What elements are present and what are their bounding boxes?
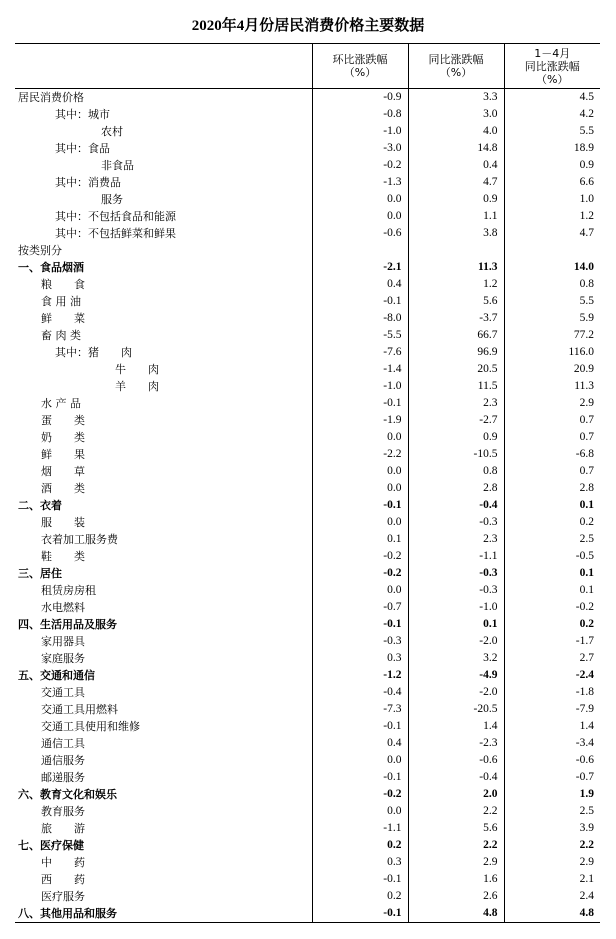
table-row: [15, 548, 600, 565]
ytd-value: 5.9: [504, 310, 600, 327]
ytd-value: 11.3: [504, 378, 600, 395]
yoy-value: 4.0: [408, 123, 504, 140]
header-ytd-line3: （%）: [536, 72, 569, 86]
table-header-row: [15, 44, 600, 89]
yoy-value: -0.4: [408, 497, 504, 514]
ytd-value: 2.9: [504, 395, 600, 412]
mom-value: -0.2: [312, 157, 408, 174]
mom-value: -2.2: [312, 446, 408, 463]
table-row: [15, 123, 600, 140]
yoy-value: 20.5: [408, 361, 504, 378]
row-label: 租赁房房租: [41, 584, 96, 597]
mom-value: 0.3: [312, 854, 408, 871]
row-label: 三、居住: [18, 567, 62, 580]
yoy-value: -0.3: [408, 565, 504, 582]
yoy-value: 2.8: [408, 480, 504, 497]
mom-value: 0.0: [312, 429, 408, 446]
row-label: 烟 草: [41, 465, 85, 478]
yoy-value: 5.6: [408, 293, 504, 310]
yoy-value: 1.2: [408, 276, 504, 293]
mom-value: 0.0: [312, 514, 408, 531]
yoy-value: 14.8: [408, 140, 504, 157]
row-label: 其中：城市: [55, 108, 110, 121]
ytd-value: 116.0: [504, 344, 600, 361]
table-row: [15, 650, 600, 667]
yoy-value: -1.0: [408, 599, 504, 616]
ytd-value: 0.2: [504, 514, 600, 531]
row-label: 羊 肉: [115, 380, 159, 393]
yoy-value: 1.4: [408, 718, 504, 735]
ytd-value: 4.8: [504, 905, 600, 922]
header-ytd-line2: 同比涨跌幅: [524, 59, 580, 73]
yoy-value: 2.0: [408, 786, 504, 803]
table-row: [15, 531, 600, 548]
table-row: [15, 582, 600, 599]
mom-value: 0.0: [312, 752, 408, 769]
header-mom-line2: （%）: [343, 66, 377, 79]
row-label: 二、衣着: [18, 499, 62, 512]
yoy-value: 0.4: [408, 157, 504, 174]
row-label: 食 用 油: [41, 295, 81, 308]
table-row: [15, 888, 600, 905]
table-row: [15, 276, 600, 293]
row-label: 衣着加工服务费: [41, 533, 118, 546]
table-row: [15, 905, 600, 922]
row-label: 其中：猪 肉: [55, 346, 132, 359]
ytd-value: 5.5: [504, 293, 600, 310]
yoy-value: 3.8: [408, 225, 504, 242]
yoy-value: -4.9: [408, 667, 504, 684]
mom-value: 0.0: [312, 208, 408, 225]
ytd-value: 0.7: [504, 412, 600, 429]
row-label: 非食品: [101, 159, 134, 172]
table-row: [15, 480, 600, 497]
yoy-value: 0.1: [408, 616, 504, 633]
row-label: 其中：不包括鲜菜和鲜果: [55, 227, 176, 240]
mom-value: -0.1: [312, 497, 408, 514]
mom-value: -1.1: [312, 820, 408, 837]
row-label: 中 药: [41, 856, 85, 869]
table-row: [15, 701, 600, 718]
row-label: 其中：食品: [55, 142, 110, 155]
ytd-value: 1.9: [504, 786, 600, 803]
row-label: 六、教育文化和娱乐: [18, 788, 117, 801]
mom-value: -2.1: [312, 259, 408, 276]
header-yoy-line1: 同比涨跌幅: [428, 53, 484, 66]
ytd-value: 2.1: [504, 871, 600, 888]
row-label: 交通工具使用和维修: [41, 720, 140, 733]
ytd-value: -7.9: [504, 701, 600, 718]
mom-value: -0.1: [312, 395, 408, 412]
mom-value: 0.4: [312, 735, 408, 752]
row-label: 农村: [101, 125, 123, 138]
table-row: [15, 310, 600, 327]
row-label: 教育服务: [41, 805, 85, 818]
header-mom: [312, 44, 408, 89]
mom-value: -8.0: [312, 310, 408, 327]
row-label: 酒 类: [41, 482, 85, 495]
table-body: [15, 89, 600, 923]
table-row: [15, 446, 600, 463]
data-table-wrapper: [15, 43, 600, 923]
yoy-value: 2.9: [408, 854, 504, 871]
ytd-value: 18.9: [504, 140, 600, 157]
yoy-value: 3.0: [408, 106, 504, 123]
mom-value: -0.1: [312, 293, 408, 310]
mom-value: 0.1: [312, 531, 408, 548]
mom-value: -0.1: [312, 871, 408, 888]
table-row: [15, 599, 600, 616]
table-row: [15, 769, 600, 786]
ytd-value: -1.7: [504, 633, 600, 650]
ytd-value: 0.1: [504, 565, 600, 582]
mom-value: -0.2: [312, 786, 408, 803]
mom-value: -7.3: [312, 701, 408, 718]
row-label: 医疗服务: [41, 890, 85, 903]
table-row: [15, 361, 600, 378]
yoy-value: 11.3: [408, 259, 504, 276]
ytd-value: 0.1: [504, 582, 600, 599]
mom-value: 0.0: [312, 480, 408, 497]
page-title: 2020年4月份居民消费价格主要数据: [191, 18, 425, 34]
table-row: [15, 735, 600, 752]
table-row: [15, 786, 600, 803]
yoy-value: 0.9: [408, 191, 504, 208]
row-label: 交通工具用燃料: [41, 703, 118, 716]
row-label: 通信工具: [41, 737, 85, 750]
row-label: 按类别分: [18, 244, 62, 257]
table-row: [15, 242, 600, 259]
ytd-value: 14.0: [504, 259, 600, 276]
yoy-value: 4.7: [408, 174, 504, 191]
row-label: 服 装: [41, 516, 85, 529]
ytd-value: -0.6: [504, 752, 600, 769]
row-label: 鲜 菜: [41, 312, 85, 325]
ytd-value: 1.2: [504, 208, 600, 225]
mom-value: 0.2: [312, 837, 408, 854]
mom-value: -0.4: [312, 684, 408, 701]
table-row: [15, 412, 600, 429]
row-label: 蛋 类: [41, 414, 85, 427]
mom-value: 0.0: [312, 191, 408, 208]
yoy-value: -2.3: [408, 735, 504, 752]
ytd-value: 77.2: [504, 327, 600, 344]
yoy-value: 2.3: [408, 395, 504, 412]
yoy-value: 2.3: [408, 531, 504, 548]
table-row: [15, 718, 600, 735]
ytd-value: 0.1: [504, 497, 600, 514]
ytd-value: 2.7: [504, 650, 600, 667]
row-label: 粮 食: [41, 278, 85, 291]
table-row: [15, 429, 600, 446]
yoy-value: 0.9: [408, 429, 504, 446]
mom-value: -7.6: [312, 344, 408, 361]
ytd-value: 1.0: [504, 191, 600, 208]
ytd-value: 2.9: [504, 854, 600, 871]
ytd-value: 5.5: [504, 123, 600, 140]
table-row: [15, 565, 600, 582]
table-row: [15, 752, 600, 769]
mom-value: -1.4: [312, 361, 408, 378]
yoy-value: 11.5: [408, 378, 504, 395]
mom-value: -0.1: [312, 616, 408, 633]
table-row: [15, 871, 600, 888]
row-label: 服务: [101, 193, 123, 206]
yoy-value: 2.2: [408, 803, 504, 820]
row-label: 鞋 类: [41, 550, 85, 563]
ytd-value: 0.9: [504, 157, 600, 174]
ytd-value: -0.7: [504, 769, 600, 786]
table-row: [15, 463, 600, 480]
ytd-value: 1.4: [504, 718, 600, 735]
row-label: 家用器具: [41, 635, 85, 648]
header-mom-line1: 环比涨跌幅: [332, 53, 388, 66]
row-label: 八、其他用品和服务: [18, 907, 117, 920]
mom-value: -0.2: [312, 565, 408, 582]
yoy-value: 66.7: [408, 327, 504, 344]
row-label: 畜 肉 类: [41, 329, 81, 342]
row-label: 其中：消费品: [55, 176, 121, 189]
yoy-value: 96.9: [408, 344, 504, 361]
yoy-value: 3.3: [408, 89, 504, 107]
ytd-value: 3.9: [504, 820, 600, 837]
ytd-value: -6.8: [504, 446, 600, 463]
ytd-value: -1.8: [504, 684, 600, 701]
ytd-value: 0.7: [504, 429, 600, 446]
mom-value: 0.0: [312, 463, 408, 480]
row-label: 家庭服务: [41, 652, 85, 665]
table-row: [15, 803, 600, 820]
row-label: 其中：不包括食品和能源: [55, 210, 176, 223]
ytd-value: 4.5: [504, 89, 600, 107]
mom-value: -0.6: [312, 225, 408, 242]
row-label: 奶 类: [41, 431, 85, 444]
mom-value: -0.1: [312, 718, 408, 735]
table-row: [15, 395, 600, 412]
table-row: [15, 854, 600, 871]
yoy-value: [408, 242, 504, 259]
header-ytd: [504, 44, 600, 89]
yoy-value: 4.8: [408, 905, 504, 922]
table-row: [15, 140, 600, 157]
ytd-value: -0.5: [504, 548, 600, 565]
yoy-value: 5.6: [408, 820, 504, 837]
row-label: 牛 肉: [115, 363, 159, 376]
header-yoy: [408, 44, 504, 89]
yoy-value: -20.5: [408, 701, 504, 718]
mom-value: -0.8: [312, 106, 408, 123]
yoy-value: -1.1: [408, 548, 504, 565]
mom-value: -0.3: [312, 633, 408, 650]
table-row: [15, 514, 600, 531]
mom-value: 0.4: [312, 276, 408, 293]
table-row: [15, 667, 600, 684]
mom-value: -1.0: [312, 378, 408, 395]
table-row: [15, 157, 600, 174]
table-row: [15, 208, 600, 225]
ytd-value: -0.2: [504, 599, 600, 616]
yoy-value: -2.7: [408, 412, 504, 429]
ytd-value: 2.5: [504, 803, 600, 820]
table-row: [15, 106, 600, 123]
mom-value: -0.1: [312, 769, 408, 786]
table-row: [15, 616, 600, 633]
yoy-value: -0.6: [408, 752, 504, 769]
yoy-value: 1.6: [408, 871, 504, 888]
table-row: [15, 633, 600, 650]
ytd-value: 0.7: [504, 463, 600, 480]
yoy-value: -0.3: [408, 514, 504, 531]
row-label: 水 产 品: [41, 397, 81, 410]
mom-value: 0.0: [312, 582, 408, 599]
mom-value: -0.2: [312, 548, 408, 565]
yoy-value: -10.5: [408, 446, 504, 463]
table-row: [15, 191, 600, 208]
row-label: 一、食品烟酒: [18, 261, 84, 274]
mom-value: -0.9: [312, 89, 408, 107]
header-yoy-line2: （%）: [439, 66, 473, 79]
mom-value: -1.2: [312, 667, 408, 684]
row-label: 邮递服务: [41, 771, 85, 784]
yoy-value: 2.6: [408, 888, 504, 905]
ytd-value: 20.9: [504, 361, 600, 378]
table-row: [15, 820, 600, 837]
yoy-value: -2.0: [408, 684, 504, 701]
ytd-value: -3.4: [504, 735, 600, 752]
table-row: [15, 837, 600, 854]
mom-value: -1.9: [312, 412, 408, 429]
header-ytd-line1: 1－4月: [534, 46, 571, 60]
yoy-value: -2.0: [408, 633, 504, 650]
table-row: [15, 225, 600, 242]
mom-value: [312, 242, 408, 259]
table-row: [15, 378, 600, 395]
yoy-value: 2.2: [408, 837, 504, 854]
row-label: 西 药: [41, 873, 85, 886]
table-row: [15, 89, 600, 107]
ytd-value: 2.5: [504, 531, 600, 548]
row-label: 旅 游: [41, 822, 85, 835]
table-row: [15, 174, 600, 191]
table-row: [15, 684, 600, 701]
row-label: 五、交通和通信: [18, 669, 95, 682]
ytd-value: 2.8: [504, 480, 600, 497]
table-row: [15, 327, 600, 344]
yoy-value: -3.7: [408, 310, 504, 327]
yoy-value: 3.2: [408, 650, 504, 667]
yoy-value: -0.4: [408, 769, 504, 786]
row-label: 通信服务: [41, 754, 85, 767]
row-label: 交通工具: [41, 686, 85, 699]
ytd-value: 4.2: [504, 106, 600, 123]
ytd-value: [504, 242, 600, 259]
row-label: 居民消费价格: [18, 91, 84, 104]
row-label: 七、医疗保健: [18, 839, 84, 852]
ytd-value: 4.7: [504, 225, 600, 242]
table-row: [15, 497, 600, 514]
row-label: 四、生活用品及服务: [18, 618, 117, 631]
cpi-table: [15, 44, 600, 922]
ytd-value: 0.2: [504, 616, 600, 633]
row-label: 水电燃料: [41, 601, 85, 614]
mom-value: 0.3: [312, 650, 408, 667]
mom-value: 0.0: [312, 803, 408, 820]
table-row: [15, 293, 600, 310]
mom-value: -0.1: [312, 905, 408, 922]
table-row: [15, 344, 600, 361]
mom-value: -1.0: [312, 123, 408, 140]
header-label-col: [15, 44, 312, 89]
yoy-value: 0.8: [408, 463, 504, 480]
yoy-value: 1.1: [408, 208, 504, 225]
mom-value: -5.5: [312, 327, 408, 344]
mom-value: -3.0: [312, 140, 408, 157]
ytd-value: 2.2: [504, 837, 600, 854]
ytd-value: 0.8: [504, 276, 600, 293]
row-label: 鲜 果: [41, 448, 85, 461]
ytd-value: 6.6: [504, 174, 600, 191]
ytd-value: -2.4: [504, 667, 600, 684]
yoy-value: -0.3: [408, 582, 504, 599]
ytd-value: 2.4: [504, 888, 600, 905]
mom-value: -1.3: [312, 174, 408, 191]
mom-value: 0.2: [312, 888, 408, 905]
mom-value: -0.7: [312, 599, 408, 616]
table-row: [15, 259, 600, 276]
